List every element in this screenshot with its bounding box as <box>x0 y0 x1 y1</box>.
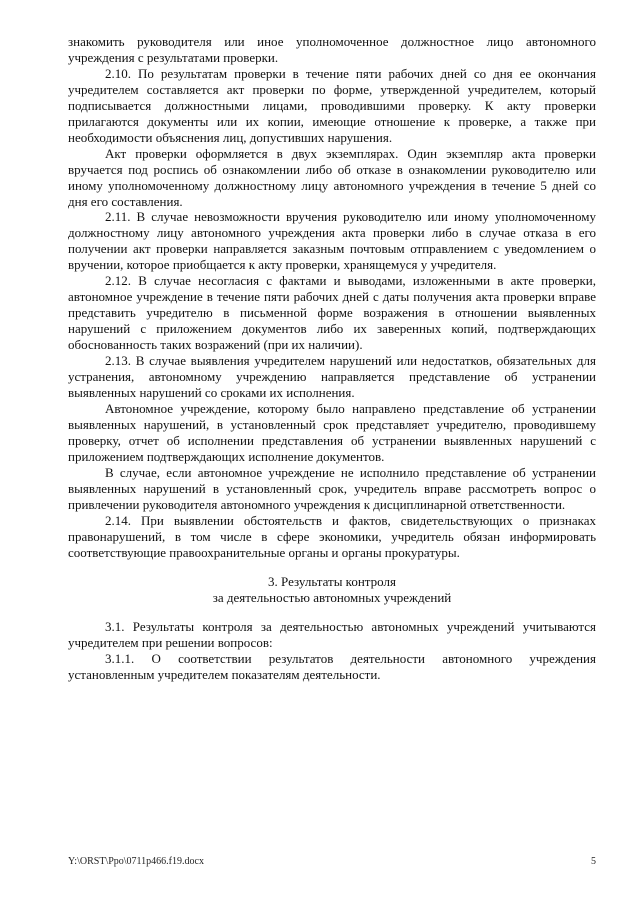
spacer <box>68 606 596 619</box>
page-number: 5 <box>591 856 596 867</box>
paragraph-liability: В случае, если автономное учреждение не исполнило представление об устранении выявленных нарушений в установленный срок, учредитель вправе рассмотреть вопрос о привлечении руководителя автономного учреждения к дисциплинарной ответственности. <box>68 464 596 512</box>
paragraph-continuation: знакомить руководителя или иное уполномоченное должностное лицо автономного учреждения с результатами проверки. <box>68 34 596 65</box>
paragraph-3-1: 3.1. Результаты контроля за деятельностью автономных учреждений учитываются учредителем при решении вопросов: <box>68 619 596 651</box>
paragraph-2-10: 2.10. По результатам проверки в течение пяти рабочих дней со дня ее окончания учредителем составляется акт проверки по форме, утвержденной учредителем, который подписывается должностными лицами, проводившими проверку. К акту проверки прилагаются документы или их копии, имеющие отношение к проверке, а также при необходимости объяснения лиц, допустивших нарушения. <box>68 65 596 145</box>
paragraph-2-13: 2.13. В случае выявления учредителем нарушений или недостатков, обязательных для устранения, автономному учреждению направляется представление об устранении выявленных нарушений со сроками их исполнения. <box>68 353 596 400</box>
section-heading-line2: за деятельностью автономных учреждений <box>212 590 452 606</box>
paragraph-report: Автономное учреждение, которому было направлено представление об устранении выявленных нарушений, в установленный срок представляет учредителю, проводившему проверку, отчет об исполнении представления об устранении выявленных нарушений с приложением подтверждающих исполнение документов. <box>68 400 596 464</box>
file-path: Y:\ORST\Ppo\0711p466.f19.docx <box>68 856 204 867</box>
paragraph-act-copies: Акт проверки оформляется в двух экземплярах. Один экземпляр акта проверки вручается под роспись об ознакомлении либо об отказе в ознакомлении руководителю или иному уполномоченному должностному лицу автономного учреждения в течение 5 дней со дня его составления. <box>68 145 596 209</box>
paragraph-2-14: 2.14. При выявлении обстоятельств и фактов, свидетельствующих о признаках правонарушений, в том числе в сфере экономики, учредитель обязан информировать соответствующие правоохранительные органы и органы прокуратуры. <box>68 512 596 560</box>
paragraph-2-12: 2.12. В случае несогласия с фактами и выводами, изложенными в акте проверки, автономное учреждение в течение пяти рабочих дней с даты получения акта проверки вправе представить учредителю в письменной форме возражения в отношении выявленных нарушений с приложением документов либо их заверенных копий, подтверждающих обоснованность таких возражений (при их наличии). <box>68 273 596 353</box>
document-body <box>68 34 596 683</box>
section-heading <box>68 574 596 606</box>
paragraph-3-1-1: 3.1.1. О соответствии результатов деятельности автономного учреждения установленным учредителем показателям деятельности. <box>68 651 596 683</box>
section-heading-line1: 3. Результаты контроля <box>268 574 396 590</box>
paragraph-2-11: 2.11. В случае невозможности вручения руководителю или иному уполномоченному должностному лицу автономного учреждения акта проверки либо в случае отказа в его получении акт проверки направляется заказным почтовым отправлением с уведомлением о вручении, которое приобщается к акту проверки, хранящемуся у учредителя. <box>68 209 596 273</box>
